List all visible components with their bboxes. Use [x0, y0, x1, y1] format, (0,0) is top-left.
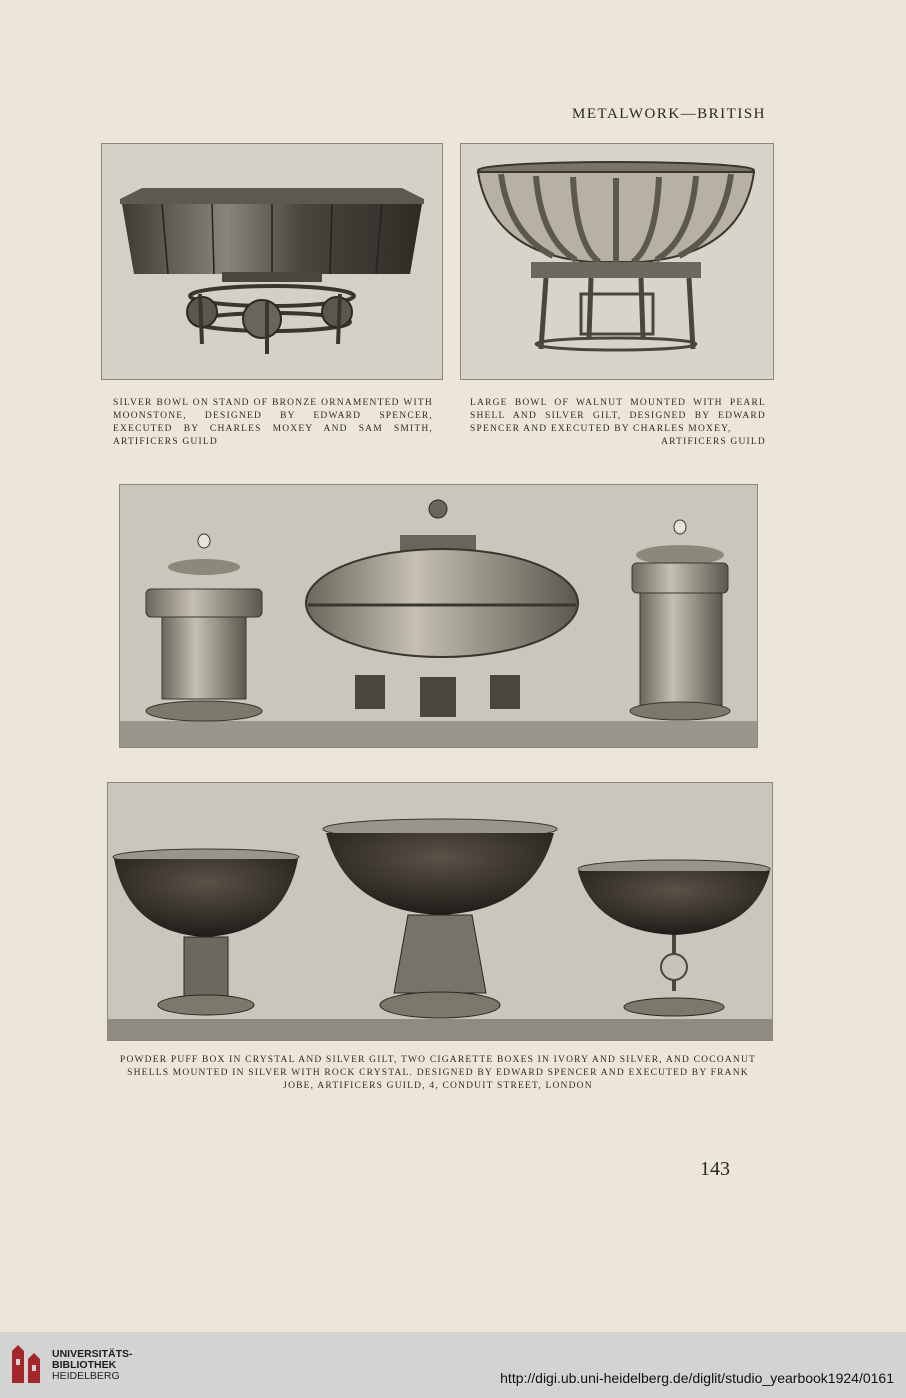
library-name: [52, 1349, 133, 1382]
caption-line-1: POWDER PUFF BOX IN CRYSTAL AND SILVER GILT, TWO CIGARETTE BOXES IN IVORY AND SILVER, AND COCOANUT: [119, 1055, 757, 1065]
source-url-link[interactable]: http://digi.ub.uni-heidelberg.de/diglit/studio_yearbook1924/0161: [500, 1370, 894, 1386]
library-name-line-1: UNIVERSITÄTS-: [52, 1348, 133, 1360]
caption-silver-bowl: SILVER BOWL ON STAND OF BRONZE ORNAMENTED WITH MOONSTONE, DESIGNED BY EDWARD SPENCER, EXECUTED BY CHARLES MOXEY AND SAM SMITH, ARTIFICERS GUILD: [113, 398, 433, 447]
digitization-footer: [0, 1332, 906, 1398]
page-number: 143: [700, 1158, 730, 1180]
running-head: METALWORK—BRITISH: [571, 106, 766, 122]
library-name-line-2: BIBLIOTHEK: [52, 1359, 117, 1371]
caption-line-2: SHELLS MOUNTED IN SILVER WITH ROCK CRYSTAL. DESIGNED BY EDWARD SPENCER AND EXECUTED BY FRANK: [127, 1068, 749, 1078]
plate-silver-bowl: [101, 143, 443, 380]
boxes-illustration: [120, 485, 757, 747]
caption-walnut-bowl: [470, 397, 766, 449]
library-name-line-3: HEIDELBERG: [52, 1370, 120, 1382]
caption-line-3: JOBE, ARTIFICERS GUILD, 4, CONDUIT STREET, LONDON: [283, 1081, 593, 1091]
caption-walnut-bowl-main: LARGE BOWL OF WALNUT MOUNTED WITH PEARL SHELL AND SILVER GILT, DESIGNED BY EDWARD SPENCER AND EXECUTED BY CHARLES MOXEY,: [470, 398, 766, 434]
library-logo-icon: [10, 1343, 46, 1385]
caption-boxes-and-cups: [108, 1054, 768, 1093]
caption-walnut-bowl-credit: ARTIFICERS GUILD: [661, 437, 766, 447]
plate-cocoanut-cups: [107, 782, 773, 1041]
silver-bowl-illustration: [102, 144, 442, 379]
plate-boxes: [119, 484, 758, 748]
cocoanut-cups-illustration: [108, 783, 772, 1040]
walnut-bowl-illustration: [461, 144, 773, 379]
plate-walnut-bowl: [460, 143, 774, 380]
